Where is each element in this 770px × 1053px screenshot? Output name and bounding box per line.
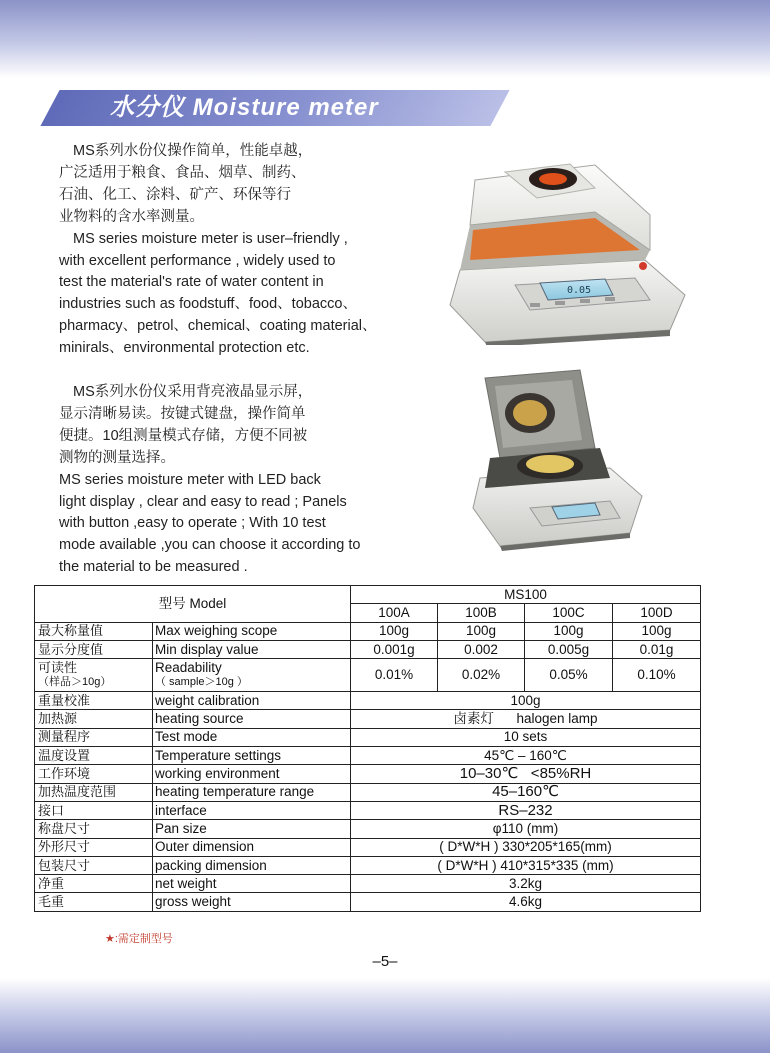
spec-table (34, 585, 701, 912)
table-row (35, 783, 701, 801)
product-photo-open (470, 368, 645, 553)
spec-label-cn: 温度设置 (35, 747, 153, 765)
spec-value: 100g (351, 692, 701, 710)
model-name: 100B (438, 604, 525, 622)
text-line: MS系列水份仪采用背亮液晶显示屏， (73, 384, 313, 400)
header-band (0, 0, 770, 78)
spec-value: 0.005g (525, 640, 613, 658)
text-line: MS series moisture meter with LED back (59, 471, 321, 488)
spec-value: 3.2kg (351, 875, 701, 893)
model-name: 100A (351, 604, 438, 622)
spec-label-cn: 包装尺寸 (35, 856, 153, 874)
spec-value: RS–232 (351, 801, 701, 819)
table-row (35, 710, 701, 728)
spec-label-en: interface (153, 801, 351, 819)
text-line: mode available ,you can choose it according to (59, 537, 361, 554)
spec-value: 卤素灯 halogen lamp (351, 710, 701, 728)
model-name: 100D (613, 604, 701, 622)
spec-value: ( D*W*H ) 330*205*165(mm) (351, 838, 701, 856)
series-header: MS100 (351, 586, 701, 604)
page-title: 水分仪 Moisture meter (110, 94, 379, 121)
table-row (35, 586, 701, 604)
spec-sublabel-en: （ sample＞10g ） (155, 676, 248, 689)
text-line: with button ,easy to operate ; With 10 test (59, 515, 326, 532)
spec-value: 45℃ – 160℃ (351, 747, 701, 765)
text-line: light display , clear and easy to read ; Panels (59, 493, 347, 510)
spec-label-cn: 接口 (35, 801, 153, 819)
text-line: MS series moisture meter is user–friendly , (73, 230, 348, 247)
spec-value: 100g (351, 622, 438, 640)
spec-label-en: Test mode (153, 728, 351, 746)
table-row (35, 728, 701, 746)
spec-label-cn: 毛重 (35, 893, 153, 911)
model-header: 型号 Model (35, 586, 351, 623)
text-line: 石油、化工、涂料、矿产、环保等行 (59, 186, 291, 203)
table-row (35, 838, 701, 856)
text-line: 业物料的含水率测量。 (59, 208, 204, 225)
text-line: 广泛适用于粮食、食品、烟草、制药、 (59, 164, 306, 181)
spec-label-cn: 重量校准 (35, 692, 153, 710)
model-name: 100C (525, 604, 613, 622)
spec-value: 10–30℃ <85%RH (351, 765, 701, 783)
footer-band (0, 978, 770, 1053)
spec-value: 0.001g (351, 640, 438, 658)
table-row (35, 765, 701, 783)
spec-value: φ110 (mm) (351, 820, 701, 838)
product-photo-closed (445, 150, 690, 345)
spec-label-en: net weight (153, 875, 351, 893)
spec-value: 0.10% (613, 659, 701, 692)
spec-value: 100g (525, 622, 613, 640)
table-row (35, 747, 701, 765)
spec-label-en: Outer dimension (153, 838, 351, 856)
text-line: the material to be measured . (59, 559, 248, 576)
spec-value: 0.002 (438, 640, 525, 658)
spec-label-en: Pan size (153, 820, 351, 838)
spec-label-cn: 净重 (35, 875, 153, 893)
table-row (35, 692, 701, 710)
table-row (35, 820, 701, 838)
spec-label-en: Readability (155, 660, 222, 676)
spec-label-cn: 称盘尺寸 (35, 820, 153, 838)
spec-label-en: Max weighing scope (153, 622, 351, 640)
spec-label-en: Min display value (153, 640, 351, 658)
table-row (35, 875, 701, 893)
spec-sublabel-cn: （样品＞10g） (38, 676, 112, 689)
text-line: MS系列水份仪操作简单，性能卓越， (73, 143, 313, 159)
text-line: minirals、environmental protection etc. (59, 340, 310, 357)
spec-value: 100g (613, 622, 701, 640)
intro-paragraph-1 (59, 141, 399, 360)
custom-model-note: ★:需定制型号 (105, 933, 173, 945)
text-line: with excellent performance , widely used to (59, 252, 336, 269)
spec-value: 4.6kg (351, 893, 701, 911)
spec-value: 0.01g (613, 640, 701, 658)
spec-label-cn: 显示分度值 (35, 640, 153, 658)
table-row (35, 622, 701, 640)
spec-label-en: packing dimension (153, 856, 351, 874)
readability-label-en (153, 659, 351, 692)
lcd-reading: 0.05 (567, 285, 592, 296)
spec-label-en: gross weight (153, 893, 351, 911)
spec-label-cn: 外形尺寸 (35, 838, 153, 856)
spec-label-cn: 最大称量值 (35, 622, 153, 640)
spec-label-en: heating source (153, 710, 351, 728)
spec-label-en: weight calibration (153, 692, 351, 710)
spec-value: ( D*W*H ) 410*315*335 (mm) (351, 856, 701, 874)
spec-label-cn: 工作环境 (35, 765, 153, 783)
text-line: industries such as foodstuff、food、tobacco、 (59, 296, 357, 313)
spec-label-cn: 加热源 (35, 710, 153, 728)
spec-label-en: working environment (153, 765, 351, 783)
spec-value: 45–160℃ (351, 783, 701, 801)
text-line: 显示清晰易读。按键式键盘，操作简单 (59, 405, 306, 422)
table-row (35, 893, 701, 911)
text-line: 便捷。10组测量模式存储，方便不同被 (59, 427, 308, 444)
spec-label-cn: 可读性 (38, 660, 78, 676)
page-number: –5– (372, 953, 398, 970)
spec-value: 10 sets (351, 728, 701, 746)
spec-value: 0.01% (351, 659, 438, 692)
table-row (35, 801, 701, 819)
spec-label-en: Temperature settings (153, 747, 351, 765)
text-line: pharmacy、petrol、chemical、coating material、 (59, 318, 377, 335)
table-row (35, 640, 701, 658)
table-row (35, 856, 701, 874)
spec-value: 0.05% (525, 659, 613, 692)
spec-value: 100g (438, 622, 525, 640)
spec-label-cn: 测量程序 (35, 728, 153, 746)
text-line: test the material's rate of water content in (59, 274, 324, 291)
readability-label-cn (35, 659, 153, 692)
text-line: 测物的测量选择。 (59, 449, 175, 466)
intro-paragraph-2 (59, 382, 399, 579)
table-row (35, 659, 701, 692)
spec-label-en: heating temperature range (153, 783, 351, 801)
spec-label-cn: 加热温度范围 (35, 783, 153, 801)
spec-value: 0.02% (438, 659, 525, 692)
